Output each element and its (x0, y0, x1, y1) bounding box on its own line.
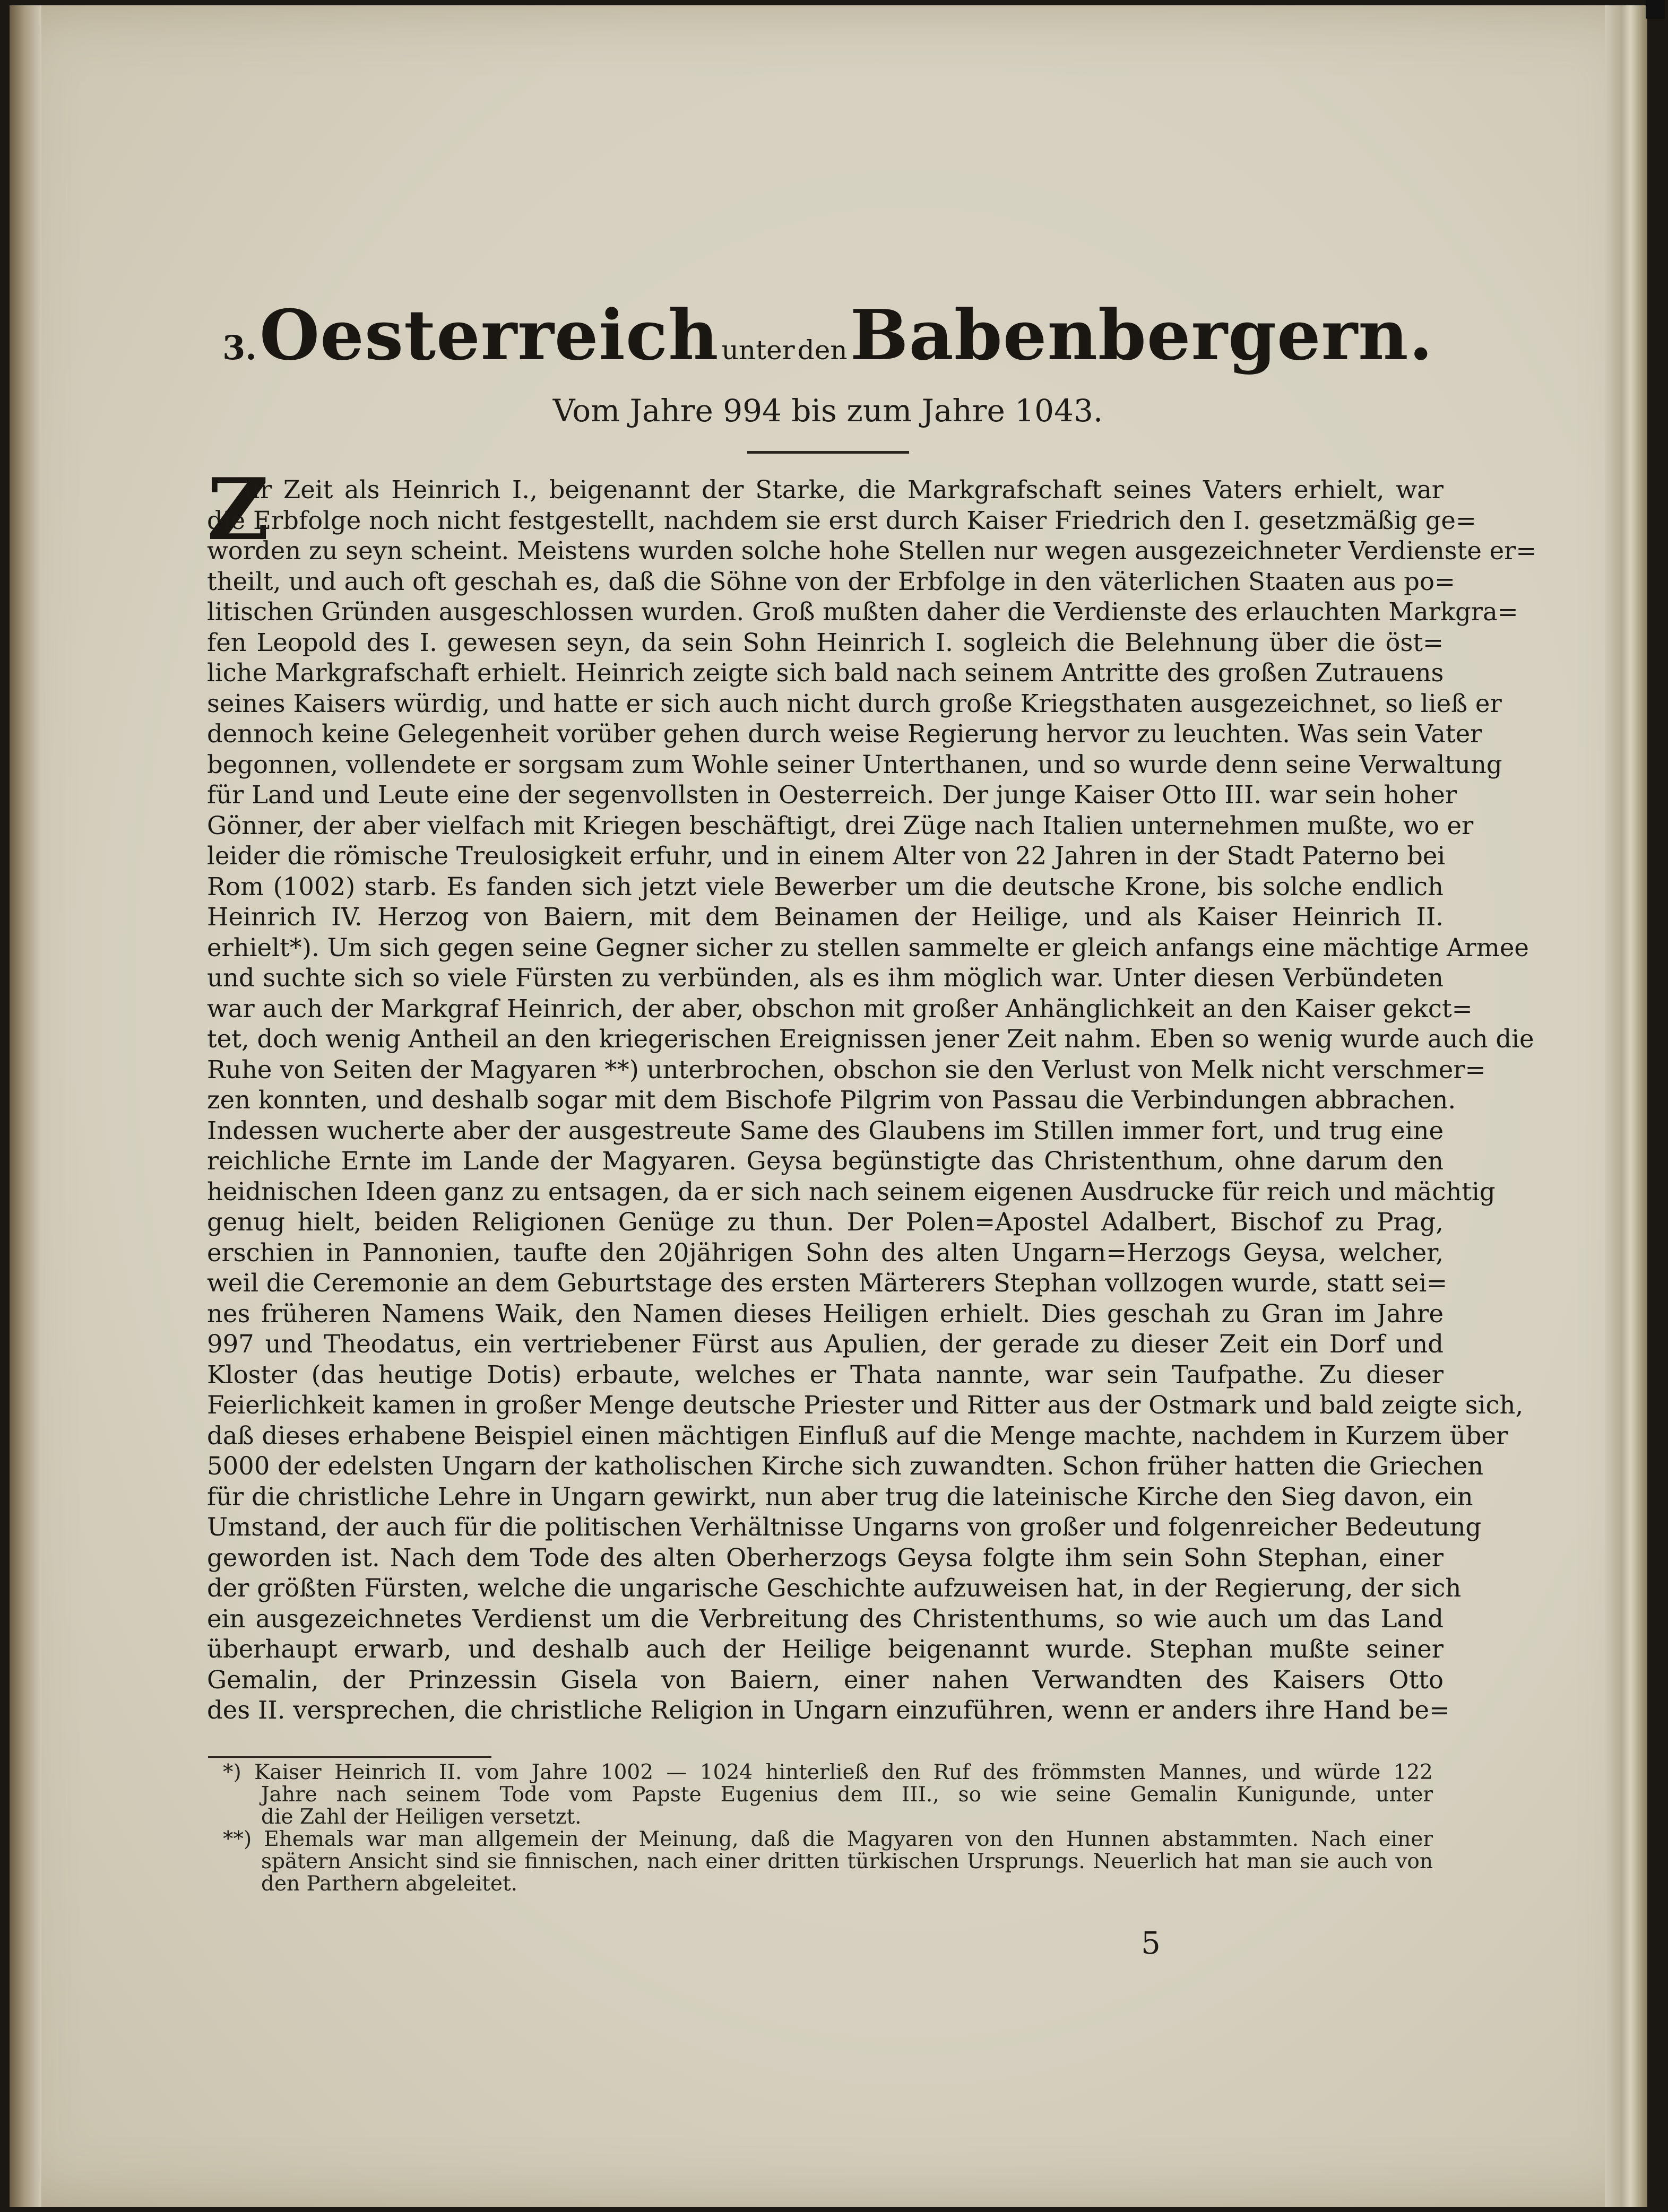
footnote-line: die Zahl der Heiligen versetzt. (261, 1805, 582, 1829)
body-line: der größten Fürsten, welche die ungarische Geschichte aufzuweisen hat, in der Regierung, der sich (207, 1574, 1462, 1602)
body-line: ein ausgezeichnetes Verdienst um die Verbreitung des Christenthums, so wie auch um das Land (207, 1604, 1444, 1633)
body-line: geworden ist. Nach dem Tode des alten Oberherzogs Geysa folgte ihm sein Sohn Stephan, einer (207, 1543, 1444, 1572)
body-line: dennoch keine Gelegenheit vorüber gehen durch weise Regierung hervor zu leuchten. Was sein Vater (207, 719, 1482, 748)
page-number: 5 (1141, 1925, 1161, 1961)
body-line: nes früheren Namens Waik, den Namen dieses Heiligen erhielt. Dies geschah zu Gran im Jahre (207, 1299, 1444, 1328)
body-line: liche Markgrafschaft erhielt. Heinrich zeigte sich bald nach seinem Antritte des großen Zutrauens (207, 658, 1444, 687)
page-gutter (10, 5, 41, 2207)
body-line: 5000 der edelsten Ungarn der katholischen Kirche sich zuwandten. Schon früher hatten die Griechen (207, 1452, 1484, 1480)
body-line: genug hielt, beiden Religionen Genüge zu thun. Der Polen=Apostel Adalbert, Bischof zu Prag, (207, 1208, 1444, 1236)
body-line: theilt, und auch oft geschah es, daß die Söhne von der Erbfolge in den väterlichen Staaten aus po= (207, 567, 1455, 596)
drop-cap: Z (207, 459, 269, 559)
body-line: ur Zeit als Heinrich I., beigenannt der Starke, die Markgrafschaft seines Vaters erhielt, war (244, 475, 1444, 504)
body-line: erhielt*). Um sich gegen seine Gegner sicher zu stellen sammelte er gleich anfangs eine mächtige Armee (207, 933, 1529, 962)
body-line: fen Leopold des I. gewesen seyn, da sein Sohn Heinrich I. sogleich die Belehnung über die öst= (207, 628, 1444, 657)
body-text (207, 475, 1537, 1726)
chapter-number: 3. (222, 328, 257, 367)
body-line: die Erbfolge noch nicht festgestellt, nachdem sie erst durch Kaiser Friedrich den I. gesetzmäßig ge= (207, 506, 1476, 535)
body-line: Gönner, der aber vielfach mit Kriegen beschäftigt, drei Züge nach Italien unternehmen mußte, wo er (207, 811, 1474, 840)
body-line: reichliche Ernte im Lande der Magyaren. Geysa begünstigte das Christenthum, ohne darum den (207, 1147, 1444, 1175)
body-line: Heinrich IV. Herzog von Baiern, mit dem Beinamen der Heilige, und als Kaiser Heinrich II. (207, 903, 1444, 931)
body-line: erschien in Pannonien, taufte den 20jährigen Sohn des alten Ungarn=Herzogs Geysa, welcher, (207, 1238, 1444, 1267)
footnote-line: Jahre nach seinem Tode vom Papste Eugenius dem III., so wie seine Gemalin Kunigunde, unter (261, 1783, 1433, 1807)
body-line: begonnen, vollendete er sorgsam zum Wohle seiner Unterthanen, und so wurde denn seine Verwaltung (207, 750, 1502, 779)
heading-divider (747, 451, 909, 454)
body-line: Umstand, der auch für die politischen Verhältnisse Ungarns von großer und folgenreicher Bedeutung (207, 1513, 1482, 1541)
body-line: des II. versprechen, die christliche Religion in Ungarn einzuführen, wenn er anders ihre Hand be= (207, 1696, 1450, 1724)
body-line: für Land und Leute eine der segenvollsten in Oesterreich. Der junge Kaiser Otto III. war sein hoher (207, 780, 1457, 809)
corner-marker (1646, 0, 1665, 19)
body-line: weil die Ceremonie an dem Geburtstage des ersten Märterers Stephan vollzogen wurde, statt sei= (207, 1269, 1448, 1297)
body-line: zen konnten, und deshalb sogar mit dem Bischofe Pilgrim von Passau die Verbindungen abbrachen. (207, 1086, 1456, 1114)
chapter-title-word-1: Oesterreich (259, 294, 719, 376)
chapter-title-word-2: Babenbergern. (850, 294, 1433, 376)
footnotes (223, 1762, 1433, 1895)
chapter-title-unter: unter (721, 335, 795, 366)
footnote-divider (208, 1756, 491, 1758)
body-line: Ruhe von Seiten der Magyaren **) unterbrochen, obschon sie den Verlust von Melk nicht verschmer= (207, 1055, 1486, 1084)
chapter-subtitle: Vom Jahre 994 bis zum Jahre 1043. (552, 393, 1103, 429)
body-line: litischen Gründen ausgeschlossen wurden. Groß mußten daher die Verdienste des erlauchten Markgra= (207, 597, 1518, 626)
chapter-title-den: den (797, 335, 848, 366)
body-line: für die christliche Lehre in Ungarn gewirkt, nun aber trug die lateinische Kirche den Sieg davon, ein (207, 1482, 1473, 1511)
body-line: Gemalin, der Prinzessin Gisela von Baiern, einer nahen Verwandten des Kaisers Otto (207, 1665, 1444, 1694)
footnote-line: **) Ehemals war man allgemein der Meinung, daß die Magyaren von den Hunnen abstammten. Nach einer (223, 1827, 1433, 1851)
page-fore-edge (1605, 5, 1647, 2207)
footnote-line: *) Kaiser Heinrich II. vom Jahre 1002 — 1024 hinterließ den Ruf des frömmsten Mannes, und würde 122 (223, 1760, 1433, 1784)
footnote-line: den Parthern abgeleitet. (261, 1872, 518, 1896)
body-line: tet, doch wenig Antheil an den kriegerischen Ereignissen jener Zeit nahm. Eben so wenig wurde auch die (207, 1025, 1534, 1053)
body-line: worden zu seyn scheint. Meistens wurden solche hohe Stellen nur wegen ausgezeichneter Verdienste er= (207, 536, 1537, 565)
body-line: und suchte sich so viele Fürsten zu verbünden, als es ihm möglich war. Unter diesen Verbündeten (207, 964, 1444, 992)
chapter-heading (159, 294, 1497, 376)
body-line: leider die römische Treulosigkeit erfuhr, und in einem Alter von 22 Jahren in der Stadt Paterno bei (207, 842, 1446, 870)
footnote-line: spätern Ansicht sind sie finnischen, nach einer dritten türkischen Ursprungs. Neuerlich hat man sie auch von (261, 1850, 1433, 1873)
body-line: überhaupt erwarb, und deshalb auch der Heilige beigenannt wurde. Stephan mußte seiner (207, 1635, 1444, 1663)
body-line: seines Kaisers würdig, und hatte er sich auch nicht durch große Kriegsthaten ausgezeichnet, so ließ er (207, 689, 1502, 718)
body-line: Kloster (das heutige Dotis) erbaute, welches er Thata nannte, war sein Taufpathe. Zu dieser (207, 1360, 1444, 1389)
body-line: Indessen wucherte aber der ausgestreute Same des Glaubens im Stillen immer fort, und trug eine (207, 1116, 1444, 1145)
body-line: Feierlichkeit kamen in großer Menge deutsche Priester und Ritter aus der Ostmark und bald zeigte sich, (207, 1391, 1524, 1419)
body-line: daß dieses erhabene Beispiel einen mächtigen Einfluß auf die Menge machte, nachdem in Kurzem über (207, 1421, 1508, 1450)
body-line: Rom (1002) starb. Es fanden sich jetzt viele Bewerber um die deutsche Krone, bis solche endlich (207, 872, 1444, 901)
body-line: war auch der Markgraf Heinrich, der aber, obschon mit großer Anhänglichkeit an den Kaiser gekct= (207, 994, 1473, 1023)
body-line: 997 und Theodatus, ein vertriebener Fürst aus Apulien, der gerade zu dieser Zeit ein Dorf und (207, 1330, 1444, 1358)
body-line: heidnischen Ideen ganz zu entsagen, da er sich nach seinem eigenen Ausdrucke für reich und mächtig (207, 1177, 1496, 1206)
